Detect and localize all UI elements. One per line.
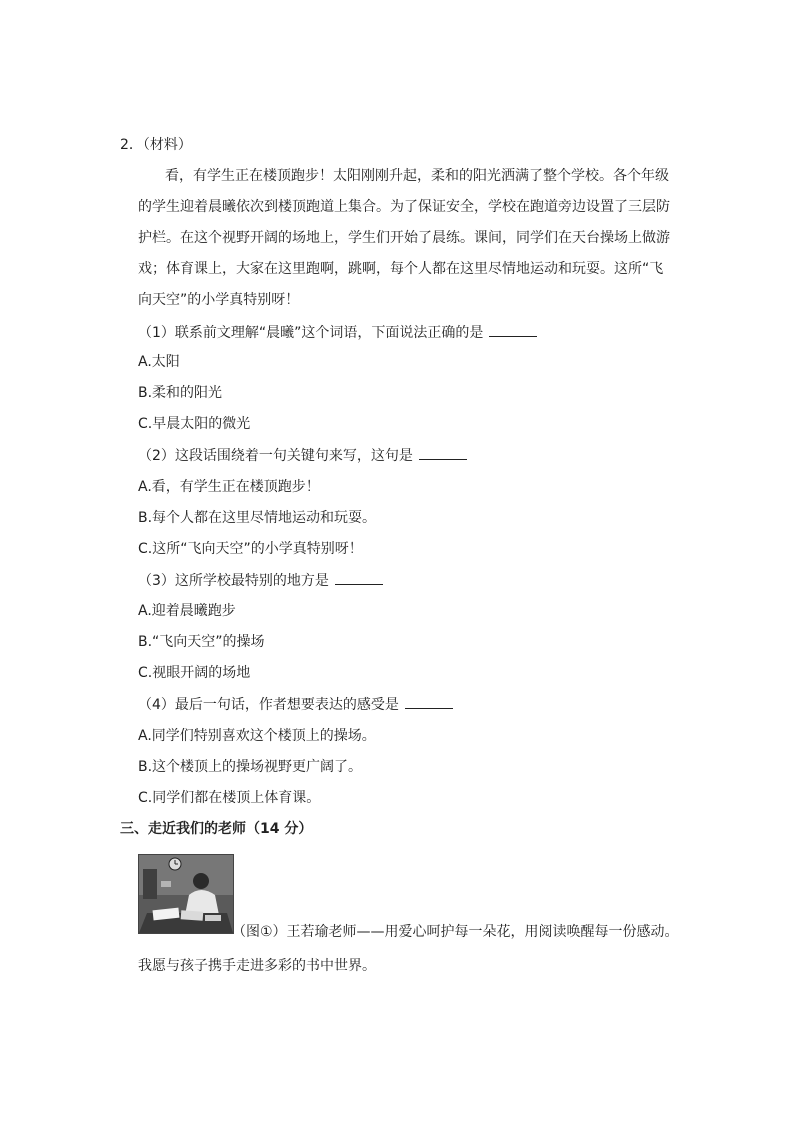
photo-caption-line-1: （图①）王若瑜老师——用爱心呵护每一朵花，用阅读唤醒每一份感动。 [232,924,679,940]
answer-blank-3[interactable] [335,570,383,585]
question-number: 2．（材料） [120,137,192,153]
passage-line-2: 的学生迎着晨曦依次到楼顶跑道上集合。为了保证安全，学校在跑道旁边设置了三层防 [138,199,670,215]
passage-line-4: 戏；体育课上，大家在这里跑啊，跳啊，每个人都在这里尽情地运动和玩耍。这所“飞 [138,261,664,277]
sub-question-1-stem: （1）联系前文理解“晨曦”这个词语，下面说法正确的是 [138,322,537,343]
teacher-photo [138,854,234,934]
sub-question-1-option-a: A.太阳 [138,354,180,370]
sub-question-1-option-b: B.柔和的阳光 [138,385,223,401]
answer-blank-2[interactable] [419,445,467,460]
sub-question-4-stem: （4）最后一句话，作者想要表达的感受是 [138,694,453,715]
sub-question-2-option-c: C.这所“飞向天空”的小学真特别呀！ [138,541,363,557]
sub-question-3-stem: （3）这所学校最特别的地方是 [138,570,383,591]
answer-blank-4[interactable] [405,694,453,709]
answer-blank-1[interactable] [489,322,537,337]
section-heading: 三、走近我们的老师（14 分） [120,821,313,837]
sub-question-1-option-c: C.早晨太阳的微光 [138,416,251,432]
sub-question-2-stem: （2）这段话围绕着一句关键句来写，这句是 [138,445,467,466]
passage-line-1: 看，有学生正在楼顶跑步！太阳刚刚升起，柔和的阳光洒满了整个学校。各个年级 [165,168,669,184]
sub-question-2-option-a: A.看，有学生正在楼顶跑步！ [138,479,320,495]
passage-line-3: 护栏。在这个视野开阔的场地上，学生们开始了晨练。课间，同学们在天台操场上做游 [138,230,670,246]
sub-question-3-option-a: A.迎着晨曦跑步 [138,603,236,619]
sub-question-4-option-a: A.同学们特别喜欢这个楼顶上的操场。 [138,728,376,744]
teacher-reading-illustration [139,855,233,933]
sub-question-4-option-b: B.这个楼顶上的操场视野更广阔了。 [138,759,363,775]
sub-question-4-option-c: C.同学们都在楼顶上体育课。 [138,790,321,806]
sub-question-3-option-b: B.“飞向天空”的操场 [138,634,265,650]
sub-question-3-option-c: C.视眼开阔的场地 [138,665,251,681]
passage-line-5: 向天空”的小学真特别呀！ [138,292,300,308]
photo-caption-line-2: 我愿与孩子携手走进多彩的书中世界。 [138,958,376,974]
sub-question-2-option-b: B.每个人都在这里尽情地运动和玩耍。 [138,510,377,526]
